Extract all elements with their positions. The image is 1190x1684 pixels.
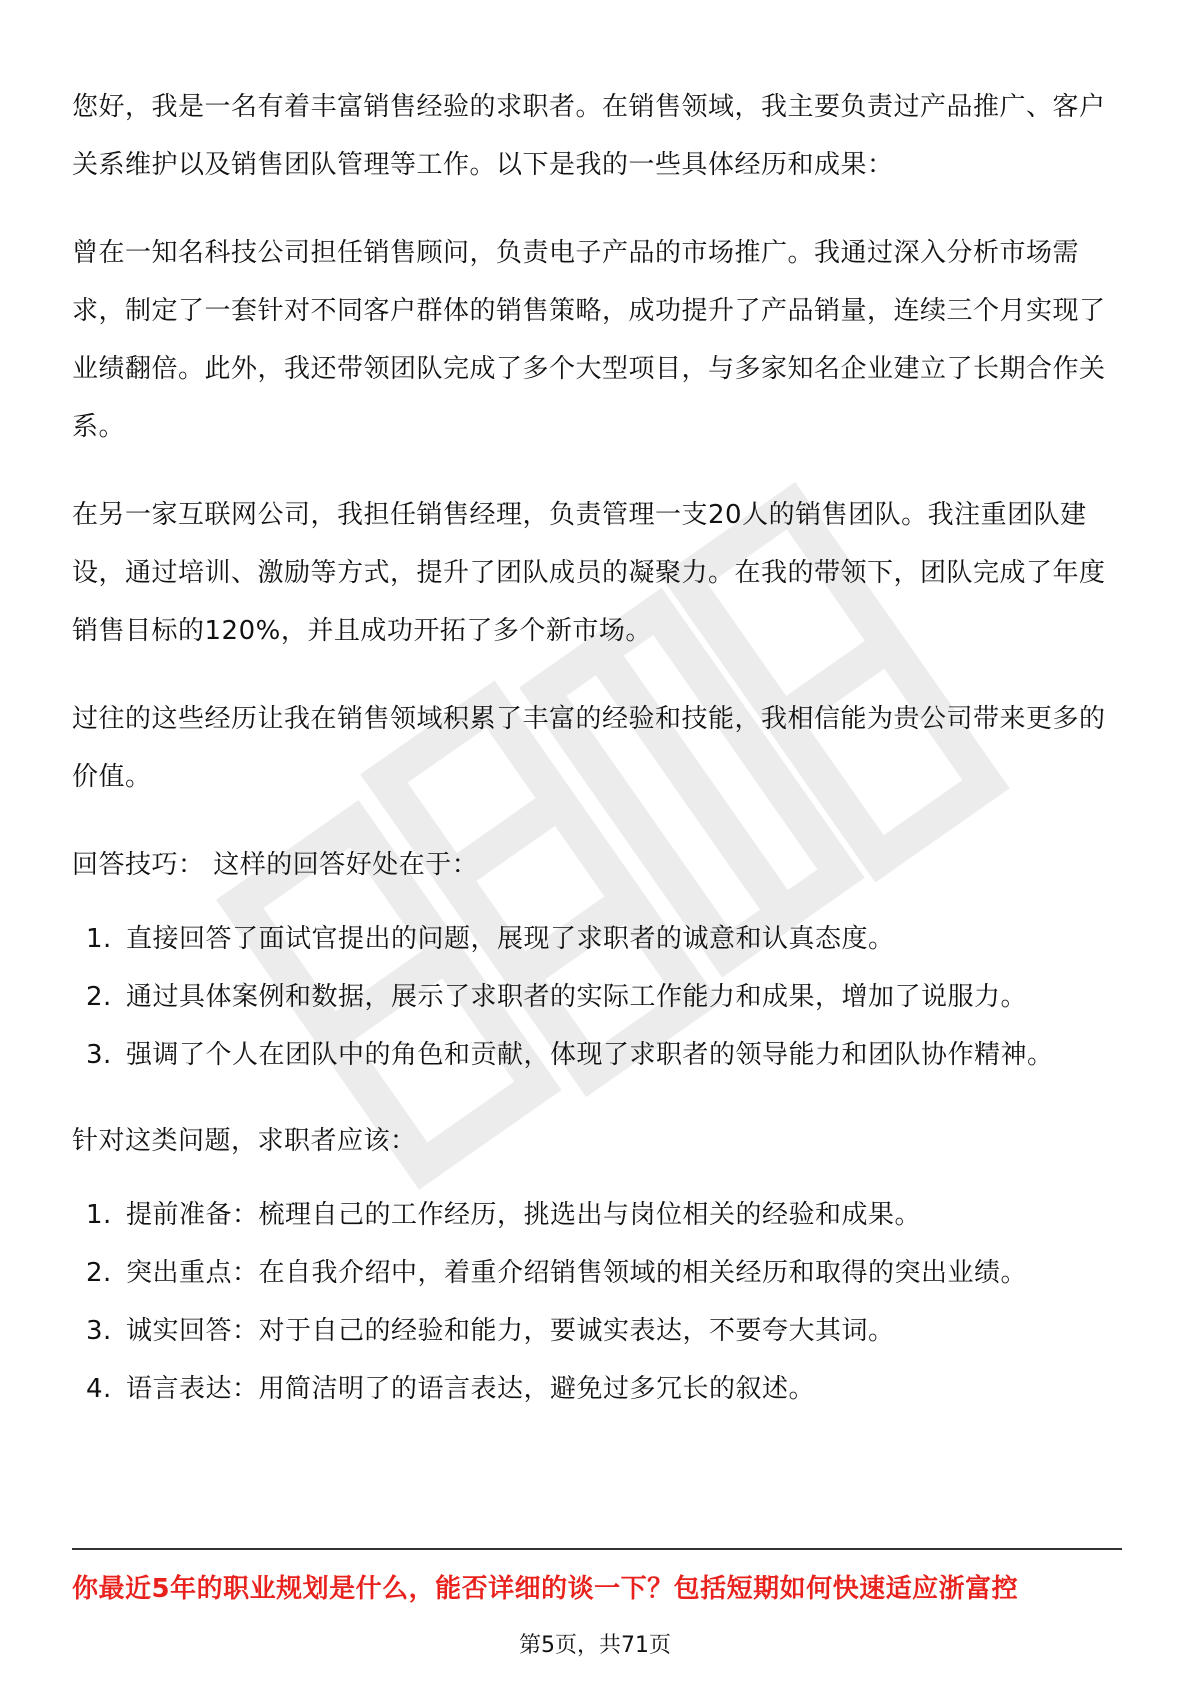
list-item: 4. 语言表达：用简洁明了的语言表达，避免过多冗长的叙述。 [86, 1374, 816, 1404]
list-item: 2. 突出重点：在自我介绍中，着重介绍销售领域的相关经历和取得的突出业绩。 [86, 1258, 1028, 1288]
section-divider [72, 1548, 1122, 1550]
intro-paragraph: 您好，我是一名有着丰富销售经验的求职者。在销售领域，我主要负责过产品推广、客户关系维护以及销售团队管理等工作。以下是我的一些具体经历和成果： [72, 92, 1106, 180]
experience-paragraph-1: 曾在一知名科技公司担任销售顾问，负责电子产品的市场推广。我通过深入分析市场需求，制定了一套针对不同客户群体的销售策略，成功提升了产品销量，连续三个月实现了业绩翻倍。此外，我还带领团队完成了多个大型项目，与多家知名企业建立了长期合作关系。 [72, 238, 1106, 442]
list-item: 1. 直接回答了面试官提出的问题，展现了求职者的诚意和认真态度。 [86, 924, 895, 954]
page-footer: 第5页，共71页 [519, 1633, 671, 1658]
list-item: 2. 通过具体案例和数据，展示了求职者的实际工作能力和成果，增加了说服力。 [86, 982, 1028, 1012]
next-question-heading: 你最近5年的职业规划是什么，能否详细的谈一下？包括短期如何快速适应浙富控 [72, 1574, 1019, 1604]
advice-heading: 针对这类问题，求职者应该： [72, 1126, 417, 1156]
tips-heading: 回答技巧： 这样的回答好处在于： [72, 850, 479, 880]
closing-paragraph: 过往的这些经历让我在销售领域积累了丰富的经验和技能，我相信能为贵公司带来更多的价值。 [72, 704, 1106, 792]
experience-paragraph-2: 在另一家互联网公司，我担任销售经理，负责管理一支20人的销售团队。我注重团队建设，通过培训、激励等方式，提升了团队成员的凝聚力。在我的带领下，团队完成了年度销售目标的120%，并且成功开拓了多个新市场。 [72, 500, 1106, 646]
document-body [72, 78, 1122, 1446]
advice-list [72, 1186, 1122, 1418]
tips-list [72, 910, 1122, 1084]
list-item: 3. 强调了个人在团队中的角色和贡献，体现了求职者的领导能力和团队协作精神。 [86, 1040, 1054, 1070]
list-item: 1. 提前准备：梳理自己的工作经历，挑选出与岗位相关的经验和成果。 [86, 1200, 922, 1230]
list-item: 3. 诚实回答：对于自己的经验和能力，要诚实表达，不要夸大其词。 [86, 1316, 895, 1346]
